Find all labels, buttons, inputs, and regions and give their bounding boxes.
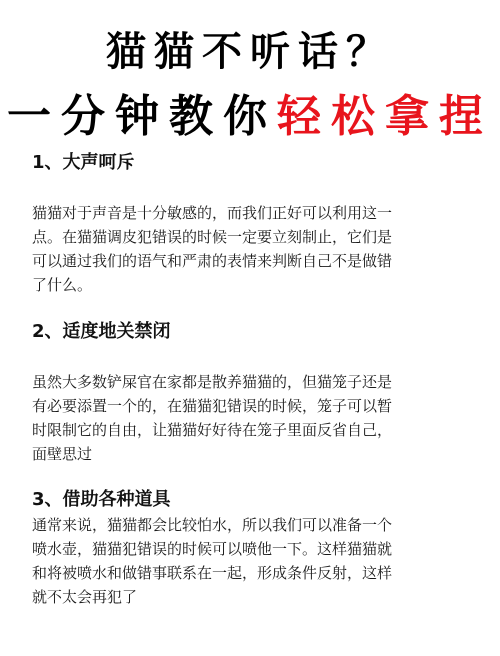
- section-3-line: 通常来说，猫猫都会比较怕水，所以我们可以准备一个: [32, 516, 393, 534]
- title-line-2-red-highlight: 轻松拿捏: [277, 91, 493, 142]
- section-3-paragraph: [32, 513, 472, 609]
- section-1-line: 点。在猫猫调皮犯错误的时候一定要立刻制止，它们是: [32, 228, 393, 246]
- section-2-line: 虽然大多数铲屎官在家都是散养猫猫的，但猫笼子还是: [32, 373, 393, 391]
- title-line-2: [0, 90, 500, 144]
- title-line-2-black: 一分钟教你: [7, 91, 277, 142]
- section-1-line: 了什么。: [32, 276, 93, 294]
- section-2-line: 有必要添置一个的，在猫猫犯错误的时候，笼子可以暂: [32, 397, 393, 415]
- section-2-line: 时限制它的自由，让猫猫好好待在笼子里面反省自己，: [32, 421, 393, 439]
- section-2-heading: 2、适度地关禁闭: [32, 321, 171, 342]
- section-2-paragraph: [32, 370, 472, 466]
- section-1-line: 猫猫对于声音是十分敏感的，而我们正好可以利用这一: [32, 204, 393, 222]
- section-3-line: 就不太会再犯了: [32, 588, 138, 606]
- section-1-paragraph: [32, 201, 472, 297]
- section-3-line: 喷水壶，猫猫犯错误的时候可以喷他一下。这样猫猫就: [32, 540, 393, 558]
- section-1-line: 可以通过我们的语气和严肃的表情来判断自己不是做错: [32, 252, 393, 270]
- section-2-line: 面壁思过: [32, 445, 93, 463]
- section-1-heading: 1、大声呵斥: [32, 152, 135, 173]
- title-line-1: 猫猫不听话？: [106, 29, 394, 75]
- section-3-line: 和将被喷水和做错事联系在一起，形成条件反射，这样: [32, 564, 393, 582]
- section-3-heading: 3、借助各种道具: [32, 489, 171, 510]
